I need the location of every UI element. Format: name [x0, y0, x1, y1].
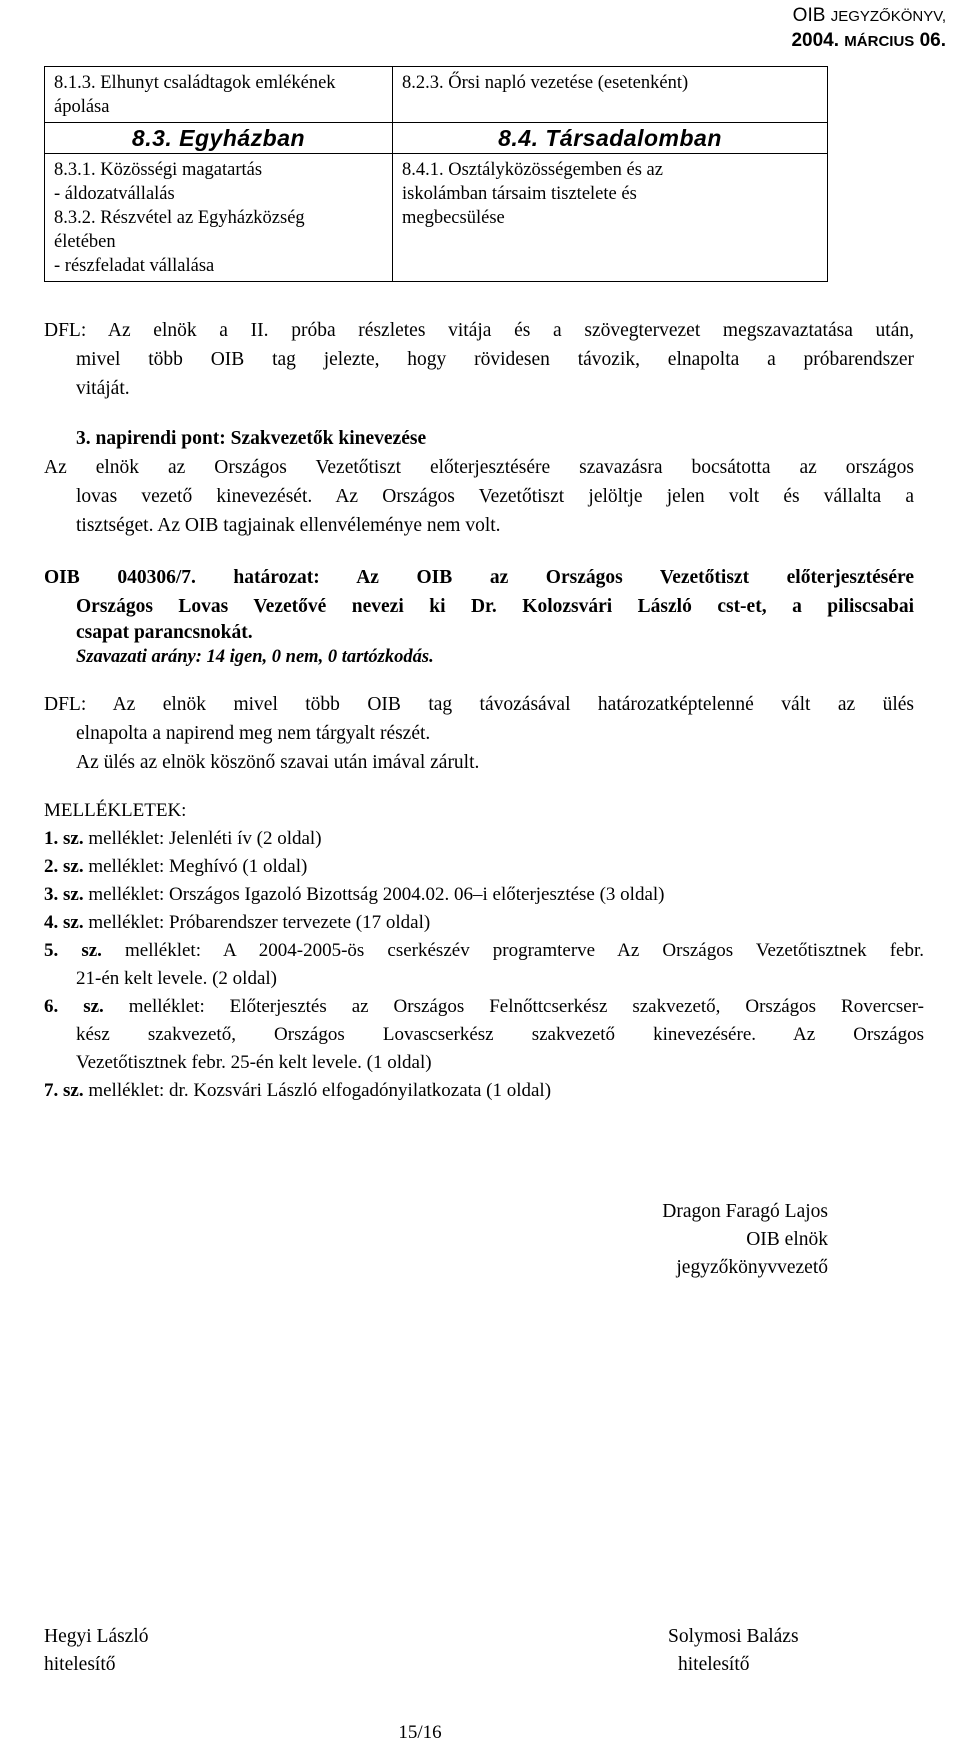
- attachment-number: 4. sz.: [44, 912, 84, 933]
- table-row: [45, 67, 828, 123]
- signature-left: [44, 1623, 149, 1679]
- header-month: MÁRCIUS: [844, 33, 915, 50]
- dfl-paragraph-1: [44, 316, 914, 403]
- attachment-text-continued: Vezetőtisztnek febr. 25-én kelt levele. (1 oldal): [76, 1052, 432, 1073]
- agenda-heading: 3. napirendi pont: Szakvezetők kinevezése: [76, 428, 427, 449]
- table-cell: [393, 67, 828, 123]
- signer-name: Solymosi Balázs: [668, 1626, 799, 1647]
- header-date: [791, 29, 946, 54]
- paragraph-line: Az ülés az elnök köszönő szavai után imával zárult.: [76, 752, 480, 773]
- dfl-paragraph-2: [44, 690, 914, 777]
- signer-name: Dragon Faragó Lajos: [662, 1201, 828, 1222]
- cell-line: ápolása: [54, 97, 110, 117]
- cell-line: - áldozatvállalás: [54, 184, 175, 204]
- table-header-row: [45, 123, 828, 154]
- table-cell: [393, 154, 828, 282]
- list-item: [44, 909, 924, 937]
- vote-result: Szavazati arány: 14 igen, 0 nem, 0 tartózkodás.: [76, 647, 434, 667]
- header-year: 2004.: [791, 30, 840, 51]
- paragraph-line: DFL: Az elnök mivel több OIB tag távozásával határozatképtelenné vált az ülés: [44, 694, 914, 715]
- list-item: [44, 825, 924, 853]
- list-item: [44, 937, 924, 965]
- attachment-number: 3. sz.: [44, 884, 84, 905]
- paragraph-line: elnapolta a napirend meg nem tárgyalt részét.: [76, 723, 431, 744]
- list-item: [44, 993, 924, 1021]
- cell-line: 8.2.3. Őrsi napló vezetése (esetenként): [402, 73, 689, 93]
- attachment-text: melléklet: A 2004-2005-ös cserkészév programterve Az Országos Vezetőtisztnek febr.: [101, 940, 925, 961]
- attachments-list: [44, 797, 924, 1105]
- cell-line: iskolámban társaim tisztelete és: [402, 184, 637, 204]
- signer-name: Hegyi László: [44, 1626, 149, 1647]
- page-number: 15/16: [398, 1722, 442, 1743]
- cell-line: életében: [54, 232, 116, 252]
- section-heading-church: 8.3. Egyházban: [45, 123, 393, 154]
- attachment-text-continued: 21-én kelt levele. (2 oldal): [76, 968, 278, 989]
- cell-line: 8.3.1. Közösségi magatartás: [54, 160, 263, 180]
- resolution-line: OIB 040306/7. határozat: Az OIB az Országos Vezetőtiszt előterjesztésére: [44, 567, 914, 588]
- list-item: [44, 853, 924, 881]
- attachments-title: MELLÉKLETEK:: [44, 800, 187, 821]
- cell-line: 8.1.3. Elhunyt családtagok emlékének: [54, 73, 336, 93]
- cell-line: - részfeladat vállalása: [54, 256, 215, 276]
- cell-line: 8.4.1. Osztályközösségemben és az: [402, 160, 663, 180]
- paragraph-line: vitáját.: [76, 378, 130, 399]
- attachment-number: 2. sz.: [44, 856, 84, 877]
- cell-line: megbecsülése: [402, 208, 505, 228]
- paragraph-line: DFL: Az elnök a II. próba részletes vitája és a szövegtervezet megszavaztatása után,: [44, 320, 914, 341]
- cell-line: 8.3.2. Részvétel az Egyházközség: [54, 208, 305, 228]
- attachment-number: 1. sz.: [44, 828, 84, 849]
- attachment-text: melléklet: Előterjesztés az Országos Felnőttcserkész szakvezető, Országos Rovercser-: [103, 996, 925, 1017]
- paragraph-line: mivel több OIB tag jelezte, hogy rövidesen távozik, elnapolta a próbarendszer: [76, 349, 914, 370]
- signature-main: [628, 1198, 828, 1282]
- signer-role: hitelesítő: [678, 1654, 750, 1675]
- page-header: [791, 4, 946, 54]
- attachment-number: 6. sz.: [44, 996, 104, 1017]
- attachment-text: melléklet: dr. Kozsvári László elfogadónyilatkozata (1 oldal): [83, 1080, 552, 1101]
- section-heading-society: 8.4. Társadalomban: [393, 123, 828, 154]
- signer-role: hitelesítő: [44, 1654, 116, 1675]
- list-item: [44, 881, 924, 909]
- header-oib: OIB: [792, 5, 826, 26]
- table-cell: [45, 154, 393, 282]
- table-cell: [45, 67, 393, 123]
- list-item: [44, 1077, 924, 1105]
- signer-role: jegyzőkönyvvezető: [676, 1257, 828, 1278]
- header-day: 06.: [919, 30, 946, 51]
- attachment-number: 7. sz.: [44, 1080, 84, 1101]
- signature-right: [668, 1623, 799, 1679]
- attachment-text: melléklet: Országos Igazoló Bizottság 2004.02. 06–i előterjesztése (3 oldal): [83, 884, 665, 905]
- header-title: [791, 4, 946, 29]
- agenda-point-3: [44, 424, 914, 540]
- attachment-text-continued: kész szakvezető, Országos Lovascserkész szakvezető kinevezésére. Az Országos: [76, 1024, 924, 1045]
- attachment-text: melléklet: Próbarendszer tervezete (17 oldal): [83, 912, 431, 933]
- resolution-line: Országos Lovas Vezetővé nevezi ki Dr. Kolozsvári László cst-et, a piliscsabai: [76, 596, 914, 617]
- header-doc-type: JEGYZŐKÖNYV,: [830, 8, 946, 25]
- attachment-text: melléklet: Meghívó (1 oldal): [83, 856, 308, 877]
- signer-role: OIB elnök: [746, 1229, 828, 1250]
- table-row: [45, 154, 828, 282]
- resolution-line: csapat parancsnokát.: [76, 622, 253, 643]
- paragraph-line: Az elnök az Országos Vezetőtiszt előterjesztésére szavazásra bocsátotta az országos: [44, 457, 914, 478]
- attachment-number: 5. sz.: [44, 940, 102, 961]
- paragraph-line: lovas vezető kinevezését. Az Országos Vezetőtiszt jelöltje jelen volt és vállalta a: [76, 486, 914, 507]
- resolution-block: [44, 563, 914, 669]
- goals-table: [44, 66, 828, 282]
- paragraph-line: tisztséget. Az OIB tagjainak ellenvéleménye nem volt.: [76, 515, 501, 536]
- attachment-text: melléklet: Jelenléti ív (2 oldal): [83, 828, 322, 849]
